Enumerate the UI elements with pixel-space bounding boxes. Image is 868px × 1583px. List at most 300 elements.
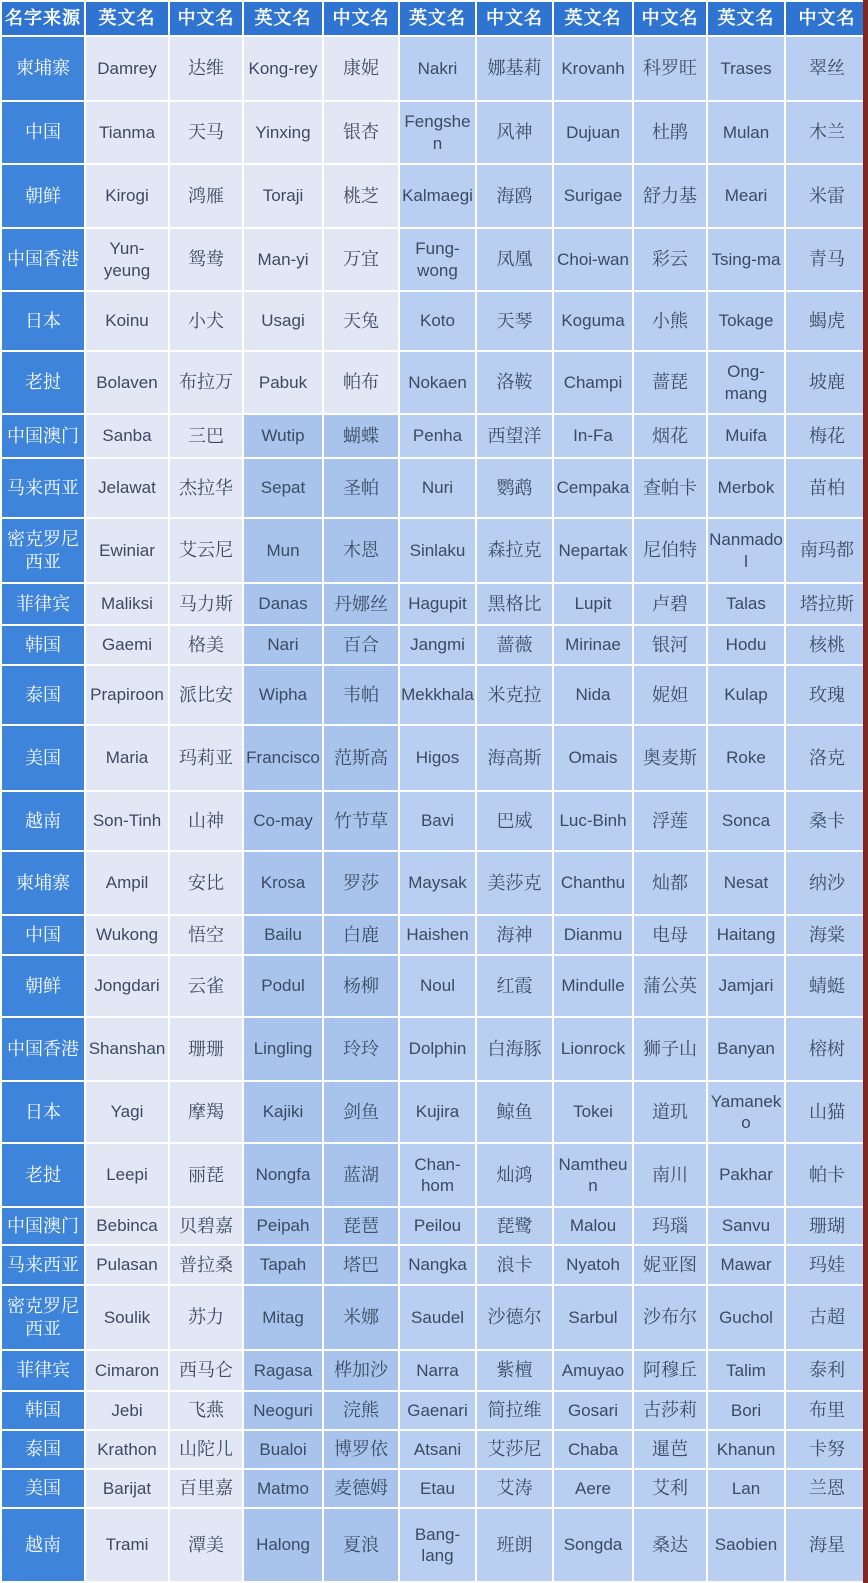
table-row — [1, 164, 868, 228]
source-cell: 老挝 — [1, 1143, 85, 1207]
chinese-name-cell: 桑卡 — [785, 791, 868, 851]
chinese-name-cell: 塔巴 — [323, 1245, 399, 1285]
english-name-cell: Higos — [399, 725, 476, 791]
chinese-name-cell: 派比安 — [169, 665, 243, 725]
chinese-name-cell: 米娜 — [323, 1285, 399, 1350]
chinese-name-cell: 黑格比 — [476, 583, 553, 625]
chinese-name-cell: 万宜 — [323, 228, 399, 291]
english-name-cell: Fengshen — [399, 101, 476, 164]
chinese-name-cell: 康妮 — [323, 36, 399, 101]
chinese-name-cell: 天琴 — [476, 291, 553, 351]
table-row — [1, 725, 868, 791]
chinese-name-cell: 尼伯特 — [633, 518, 707, 583]
english-name-cell: Tianma — [85, 101, 169, 164]
english-name-cell: Cimaron — [85, 1350, 169, 1391]
chinese-name-cell: 白海豚 — [476, 1017, 553, 1081]
english-name-cell: Merbok — [707, 458, 785, 518]
chinese-name-cell: 桦加沙 — [323, 1350, 399, 1391]
chinese-name-cell: 蜻蜓 — [785, 955, 868, 1017]
english-name-cell: Sanba — [85, 414, 169, 458]
english-name-cell: Haitang — [707, 915, 785, 955]
chinese-name-cell: 鸳鸯 — [169, 228, 243, 291]
table-row — [1, 1285, 868, 1350]
chinese-name-cell: 艾云尼 — [169, 518, 243, 583]
table-row — [1, 1430, 868, 1469]
english-name-cell: Malou — [553, 1207, 633, 1245]
english-name-cell: Saudel — [399, 1285, 476, 1350]
english-name-cell: Mulan — [707, 101, 785, 164]
english-name-cell: Bavi — [399, 791, 476, 851]
source-cell: 泰国 — [1, 1430, 85, 1469]
english-name-cell: Chaba — [553, 1430, 633, 1469]
english-name-cell: Jebi — [85, 1391, 169, 1430]
chinese-name-cell: 桑达 — [633, 1508, 707, 1582]
english-name-cell: Etau — [399, 1469, 476, 1508]
english-name-cell: Ampil — [85, 851, 169, 915]
chinese-name-cell: 夏浪 — [323, 1508, 399, 1582]
english-name-cell: Hagupit — [399, 583, 476, 625]
english-name-cell: Fung-wong — [399, 228, 476, 291]
chinese-name-cell: 古超 — [785, 1285, 868, 1350]
source-cell: 越南 — [1, 791, 85, 851]
chinese-name-cell: 电母 — [633, 915, 707, 955]
table-row — [1, 625, 868, 665]
chinese-name-cell: 青马 — [785, 228, 868, 291]
english-name-cell: Bang-lang — [399, 1508, 476, 1582]
chinese-name-cell: 天马 — [169, 101, 243, 164]
english-name-cell: Nari — [243, 625, 323, 665]
english-name-cell: Guchol — [707, 1285, 785, 1350]
header-name-column: 中文名 — [323, 1, 399, 36]
english-name-cell: Yun-yeung — [85, 228, 169, 291]
chinese-name-cell: 艾利 — [633, 1469, 707, 1508]
english-name-cell: Muifa — [707, 414, 785, 458]
english-name-cell: Maliksi — [85, 583, 169, 625]
chinese-name-cell: 鲸鱼 — [476, 1081, 553, 1143]
english-name-cell: Lionrock — [553, 1017, 633, 1081]
chinese-name-cell: 潭美 — [169, 1508, 243, 1582]
english-name-cell: Yinxing — [243, 101, 323, 164]
chinese-name-cell: 银河 — [633, 625, 707, 665]
chinese-name-cell: 珊瑚 — [785, 1207, 868, 1245]
english-name-cell: Koto — [399, 291, 476, 351]
source-cell: 密克罗尼西亚 — [1, 518, 85, 583]
chinese-name-cell: 蝎虎 — [785, 291, 868, 351]
english-name-cell: Maysak — [399, 851, 476, 915]
english-name-cell: Atsani — [399, 1430, 476, 1469]
english-name-cell: Pakhar — [707, 1143, 785, 1207]
chinese-name-cell: 范斯高 — [323, 725, 399, 791]
english-name-cell: Lupit — [553, 583, 633, 625]
chinese-name-cell: 简拉维 — [476, 1391, 553, 1430]
chinese-name-cell: 杨柳 — [323, 955, 399, 1017]
english-name-cell: Man-yi — [243, 228, 323, 291]
english-name-cell: Nuri — [399, 458, 476, 518]
header-row — [1, 1, 868, 36]
chinese-name-cell: 丽琵 — [169, 1143, 243, 1207]
english-name-cell: Yamaneko — [707, 1081, 785, 1143]
table-row — [1, 851, 868, 915]
english-name-cell: Gaenari — [399, 1391, 476, 1430]
chinese-name-cell: 坡鹿 — [785, 351, 868, 414]
chinese-name-cell: 帕卡 — [785, 1143, 868, 1207]
chinese-name-cell: 杜鹃 — [633, 101, 707, 164]
chinese-name-cell: 琵琶 — [323, 1207, 399, 1245]
chinese-name-cell: 妮妲 — [633, 665, 707, 725]
chinese-name-cell: 马力斯 — [169, 583, 243, 625]
english-name-cell: Bebinca — [85, 1207, 169, 1245]
chinese-name-cell: 纳沙 — [785, 851, 868, 915]
english-name-cell: Champi — [553, 351, 633, 414]
chinese-name-cell: 卡努 — [785, 1430, 868, 1469]
english-name-cell: Omais — [553, 725, 633, 791]
english-name-cell: Koguma — [553, 291, 633, 351]
english-name-cell: Pulasan — [85, 1245, 169, 1285]
header-name-column: 中文名 — [633, 1, 707, 36]
english-name-cell: Surigae — [553, 164, 633, 228]
table-row — [1, 955, 868, 1017]
header-name-column: 英文名 — [707, 1, 785, 36]
english-name-cell: Kong-rey — [243, 36, 323, 101]
table-row — [1, 458, 868, 518]
chinese-name-cell: 圣帕 — [323, 458, 399, 518]
english-name-cell: Dolphin — [399, 1017, 476, 1081]
chinese-name-cell: 蒲公英 — [633, 955, 707, 1017]
english-name-cell: Hodu — [707, 625, 785, 665]
chinese-name-cell: 阿穆丘 — [633, 1350, 707, 1391]
chinese-name-cell: 塔拉斯 — [785, 583, 868, 625]
chinese-name-cell: 百合 — [323, 625, 399, 665]
english-name-cell: Jangmi — [399, 625, 476, 665]
chinese-name-cell: 美莎克 — [476, 851, 553, 915]
table-row — [1, 291, 868, 351]
source-cell: 日本 — [1, 291, 85, 351]
english-name-cell: Ong-mang — [707, 351, 785, 414]
table-row — [1, 915, 868, 955]
source-cell: 中国澳门 — [1, 414, 85, 458]
english-name-cell: Jelawat — [85, 458, 169, 518]
english-name-cell: Peipah — [243, 1207, 323, 1245]
chinese-name-cell: 桃芝 — [323, 164, 399, 228]
chinese-name-cell: 奥麦斯 — [633, 725, 707, 791]
chinese-name-cell: 布里 — [785, 1391, 868, 1430]
english-name-cell: Roke — [707, 725, 785, 791]
chinese-name-cell: 米雷 — [785, 164, 868, 228]
source-cell: 马来西亚 — [1, 458, 85, 518]
chinese-name-cell: 风神 — [476, 101, 553, 164]
source-cell: 中国 — [1, 101, 85, 164]
chinese-name-cell: 鹦鹉 — [476, 458, 553, 518]
english-name-cell: Sonca — [707, 791, 785, 851]
english-name-cell: Mun — [243, 518, 323, 583]
chinese-name-cell: 安比 — [169, 851, 243, 915]
table-row — [1, 1508, 868, 1582]
chinese-name-cell: 蔷琵 — [633, 351, 707, 414]
table-row — [1, 36, 868, 101]
table-row — [1, 1245, 868, 1285]
source-cell: 柬埔寨 — [1, 851, 85, 915]
chinese-name-cell: 格美 — [169, 625, 243, 665]
source-cell: 朝鲜 — [1, 164, 85, 228]
chinese-name-cell: 沙德尔 — [476, 1285, 553, 1350]
table-row — [1, 101, 868, 164]
chinese-name-cell: 紫檀 — [476, 1350, 553, 1391]
chinese-name-cell: 贝碧嘉 — [169, 1207, 243, 1245]
header-name-column: 中文名 — [169, 1, 243, 36]
chinese-name-cell: 悟空 — [169, 915, 243, 955]
english-name-cell: Pabuk — [243, 351, 323, 414]
english-name-cell: Shanshan — [85, 1017, 169, 1081]
source-cell: 菲律宾 — [1, 583, 85, 625]
english-name-cell: Krovanh — [553, 36, 633, 101]
chinese-name-cell: 海棠 — [785, 915, 868, 955]
source-cell: 老挝 — [1, 351, 85, 414]
english-name-cell: Namtheun — [553, 1143, 633, 1207]
header-name-column: 中文名 — [785, 1, 868, 36]
chinese-name-cell: 木兰 — [785, 101, 868, 164]
chinese-name-cell: 洛克 — [785, 725, 868, 791]
chinese-name-cell: 狮子山 — [633, 1017, 707, 1081]
chinese-name-cell: 浮莲 — [633, 791, 707, 851]
chinese-name-cell: 山猫 — [785, 1081, 868, 1143]
table-row — [1, 1017, 868, 1081]
chinese-name-cell: 西望洋 — [476, 414, 553, 458]
english-name-cell: Tokei — [553, 1081, 633, 1143]
source-cell: 泰国 — [1, 665, 85, 725]
english-name-cell: Leepi — [85, 1143, 169, 1207]
chinese-name-cell: 彩云 — [633, 228, 707, 291]
english-name-cell: Noul — [399, 955, 476, 1017]
table-row — [1, 518, 868, 583]
chinese-name-cell: 凤凰 — [476, 228, 553, 291]
source-cell: 中国澳门 — [1, 1207, 85, 1245]
english-name-cell: Krathon — [85, 1430, 169, 1469]
chinese-name-cell: 布拉万 — [169, 351, 243, 414]
english-name-cell: Krosa — [243, 851, 323, 915]
chinese-name-cell: 红霞 — [476, 955, 553, 1017]
chinese-name-cell: 玫瑰 — [785, 665, 868, 725]
english-name-cell: Matmo — [243, 1469, 323, 1508]
chinese-name-cell: 杰拉华 — [169, 458, 243, 518]
english-name-cell: Nanmadol — [707, 518, 785, 583]
source-cell: 中国香港 — [1, 1017, 85, 1081]
chinese-name-cell: 玲玲 — [323, 1017, 399, 1081]
english-name-cell: Danas — [243, 583, 323, 625]
chinese-name-cell: 巴威 — [476, 791, 553, 851]
chinese-name-cell: 艾涛 — [476, 1469, 553, 1508]
english-name-cell: Nokaen — [399, 351, 476, 414]
english-name-cell: Mindulle — [553, 955, 633, 1017]
english-name-cell: Francisco — [243, 725, 323, 791]
chinese-name-cell: 玛莉亚 — [169, 725, 243, 791]
chinese-name-cell: 南玛都 — [785, 518, 868, 583]
chinese-name-cell: 帕布 — [323, 351, 399, 414]
chinese-name-cell: 梅花 — [785, 414, 868, 458]
chinese-name-cell: 翠丝 — [785, 36, 868, 101]
english-name-cell: Talas — [707, 583, 785, 625]
english-name-cell: Prapiroon — [85, 665, 169, 725]
english-name-cell: Wutip — [243, 414, 323, 458]
chinese-name-cell: 卢碧 — [633, 583, 707, 625]
english-name-cell: Narra — [399, 1350, 476, 1391]
chinese-name-cell: 玛娃 — [785, 1245, 868, 1285]
chinese-name-cell: 摩羯 — [169, 1081, 243, 1143]
source-cell: 越南 — [1, 1508, 85, 1582]
chinese-name-cell: 普拉桑 — [169, 1245, 243, 1285]
english-name-cell: Mekkhala — [399, 665, 476, 725]
table-row — [1, 351, 868, 414]
english-name-cell: Tapah — [243, 1245, 323, 1285]
chinese-name-cell: 琵鹭 — [476, 1207, 553, 1245]
english-name-cell: Bolaven — [85, 351, 169, 414]
source-cell: 韩国 — [1, 1391, 85, 1430]
english-name-cell: Kulap — [707, 665, 785, 725]
chinese-name-cell: 娜基莉 — [476, 36, 553, 101]
table-row — [1, 228, 868, 291]
english-name-cell: Dianmu — [553, 915, 633, 955]
english-name-cell: Soulik — [85, 1285, 169, 1350]
header-name-column: 英文名 — [553, 1, 633, 36]
english-name-cell: Sanvu — [707, 1207, 785, 1245]
chinese-name-cell: 南川 — [633, 1143, 707, 1207]
english-name-cell: Lan — [707, 1469, 785, 1508]
english-name-cell: Songda — [553, 1508, 633, 1582]
english-name-cell: Haishen — [399, 915, 476, 955]
english-name-cell: Son-Tinh — [85, 791, 169, 851]
english-name-cell: Penha — [399, 414, 476, 458]
english-name-cell: Bailu — [243, 915, 323, 955]
source-cell: 中国香港 — [1, 228, 85, 291]
english-name-cell: Banyan — [707, 1017, 785, 1081]
chinese-name-cell: 班朗 — [476, 1508, 553, 1582]
chinese-name-cell: 海星 — [785, 1508, 868, 1582]
chinese-name-cell: 浪卡 — [476, 1245, 553, 1285]
english-name-cell: Co-may — [243, 791, 323, 851]
source-cell: 美国 — [1, 725, 85, 791]
english-name-cell: Wukong — [85, 915, 169, 955]
chinese-name-cell: 米克拉 — [476, 665, 553, 725]
english-name-cell: Nakri — [399, 36, 476, 101]
english-name-cell: Koinu — [85, 291, 169, 351]
english-name-cell: Tsing-ma — [707, 228, 785, 291]
english-name-cell: Kujira — [399, 1081, 476, 1143]
english-name-cell: In-Fa — [553, 414, 633, 458]
english-name-cell: Sarbul — [553, 1285, 633, 1350]
chinese-name-cell: 苗柏 — [785, 458, 868, 518]
chinese-name-cell: 沙布尔 — [633, 1285, 707, 1350]
english-name-cell: Peilou — [399, 1207, 476, 1245]
english-name-cell: Luc-Binh — [553, 791, 633, 851]
chinese-name-cell: 榕树 — [785, 1017, 868, 1081]
english-name-cell: Nepartak — [553, 518, 633, 583]
chinese-name-cell: 竹节草 — [323, 791, 399, 851]
chinese-name-cell: 小犬 — [169, 291, 243, 351]
chinese-name-cell: 白鹿 — [323, 915, 399, 955]
source-cell: 朝鲜 — [1, 955, 85, 1017]
chinese-name-cell: 达维 — [169, 36, 243, 101]
source-cell: 中国 — [1, 915, 85, 955]
chinese-name-cell: 木恩 — [323, 518, 399, 583]
chinese-name-cell: 飞燕 — [169, 1391, 243, 1430]
english-name-cell: Damrey — [85, 36, 169, 101]
table-row — [1, 1081, 868, 1143]
header-name-column: 英文名 — [399, 1, 476, 36]
english-name-cell: Ragasa — [243, 1350, 323, 1391]
english-name-cell: Meari — [707, 164, 785, 228]
table-row — [1, 791, 868, 851]
english-name-cell: Neoguri — [243, 1391, 323, 1430]
chinese-name-cell: 蝴蝶 — [323, 414, 399, 458]
table-row — [1, 414, 868, 458]
chinese-name-cell: 暹芭 — [633, 1430, 707, 1469]
table-row — [1, 1391, 868, 1430]
chinese-name-cell: 罗莎 — [323, 851, 399, 915]
table-row — [1, 665, 868, 725]
english-name-cell: Amuyao — [553, 1350, 633, 1391]
chinese-name-cell: 麦德姆 — [323, 1469, 399, 1508]
english-name-cell: Sepat — [243, 458, 323, 518]
chinese-name-cell: 天兔 — [323, 291, 399, 351]
source-cell: 柬埔寨 — [1, 36, 85, 101]
table-body — [1, 36, 868, 1582]
chinese-name-cell: 银杏 — [323, 101, 399, 164]
english-name-cell: Sinlaku — [399, 518, 476, 583]
chinese-name-cell: 玛瑙 — [633, 1207, 707, 1245]
english-name-cell: Mawar — [707, 1245, 785, 1285]
table-row — [1, 1469, 868, 1508]
english-name-cell: Nyatoh — [553, 1245, 633, 1285]
right-edge-strip — [863, 0, 868, 1583]
english-name-cell: Gosari — [553, 1391, 633, 1430]
english-name-cell: Ewiniar — [85, 518, 169, 583]
english-name-cell: Mirinae — [553, 625, 633, 665]
english-name-cell: Nangka — [399, 1245, 476, 1285]
chinese-name-cell: 苏力 — [169, 1285, 243, 1350]
english-name-cell: Chan-hom — [399, 1143, 476, 1207]
english-name-cell: Khanun — [707, 1430, 785, 1469]
table-row — [1, 583, 868, 625]
english-name-cell: Nida — [553, 665, 633, 725]
english-name-cell: Maria — [85, 725, 169, 791]
english-name-cell: Bori — [707, 1391, 785, 1430]
header-name-column: 英文名 — [243, 1, 323, 36]
source-cell: 日本 — [1, 1081, 85, 1143]
chinese-name-cell: 泰利 — [785, 1350, 868, 1391]
chinese-name-cell: 道玑 — [633, 1081, 707, 1143]
english-name-cell: Chanthu — [553, 851, 633, 915]
english-name-cell: Usagi — [243, 291, 323, 351]
chinese-name-cell: 烟花 — [633, 414, 707, 458]
english-name-cell: Kirogi — [85, 164, 169, 228]
chinese-name-cell: 云雀 — [169, 955, 243, 1017]
chinese-name-cell: 浣熊 — [323, 1391, 399, 1430]
english-name-cell: Wipha — [243, 665, 323, 725]
english-name-cell: Jamjari — [707, 955, 785, 1017]
chinese-name-cell: 灿都 — [633, 851, 707, 915]
table-row — [1, 1143, 868, 1207]
chinese-name-cell: 查帕卡 — [633, 458, 707, 518]
english-name-cell: Cempaka — [553, 458, 633, 518]
english-name-cell: Saobien — [707, 1508, 785, 1582]
chinese-name-cell: 海神 — [476, 915, 553, 955]
english-name-cell: Choi-wan — [553, 228, 633, 291]
chinese-name-cell: 艾莎尼 — [476, 1430, 553, 1469]
english-name-cell: Toraji — [243, 164, 323, 228]
chinese-name-cell: 舒力基 — [633, 164, 707, 228]
chinese-name-cell: 鸿雁 — [169, 164, 243, 228]
english-name-cell: Bualoi — [243, 1430, 323, 1469]
english-name-cell: Nesat — [707, 851, 785, 915]
